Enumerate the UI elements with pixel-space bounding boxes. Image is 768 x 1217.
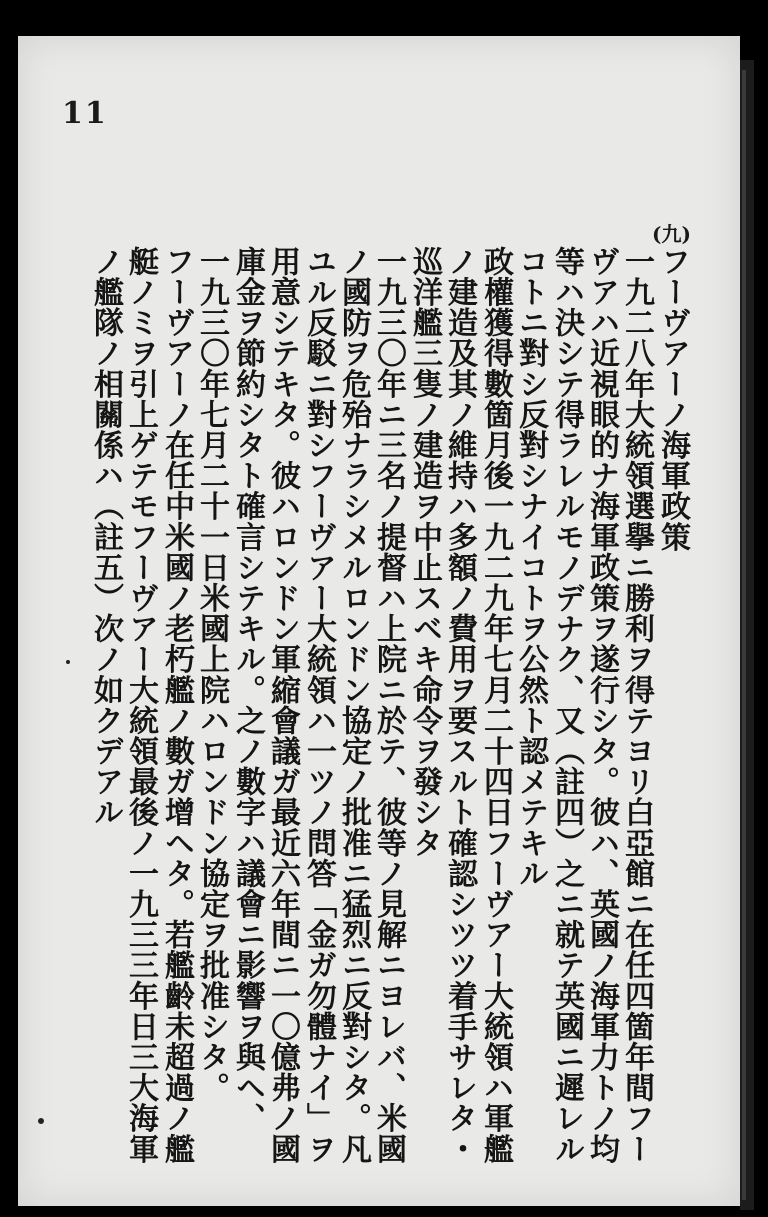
text-column-6: 政權獲得數箇月後一九二九年七月二十四日フーヴアー大統領ハ軍艦 <box>478 246 513 1164</box>
section-marker: (九) <box>652 222 691 246</box>
text-column-12: 用意シテキタ。彼ハロンドン軍縮會議ガ最近六年間ニ一〇億弗ノ國 <box>265 246 300 1164</box>
text-column-14: 一九三〇年七月二十一日米國上院ハロンドン協定ヲ批准シタ。 <box>194 246 229 1103</box>
text-column-13: 庫金ヲ節約シタト確言シテキル。之ノ數字ハ議會ニ影響ヲ與ヘ、 <box>230 246 265 1134</box>
text-column-1: フーヴアーノ海軍政策 <box>655 246 690 552</box>
speck-mark <box>38 1118 44 1124</box>
text-column-8: 巡洋艦三隻ノ建造ヲ中止スベキ命令ヲ發シタ <box>407 246 442 858</box>
text-column-11: ユル反駁ニ對シフーヴアー大統領ハ一ツノ問答「金ガ勿體ナイ」ヲ <box>301 246 336 1164</box>
text-column-15: フーヴアーノ在任中米國ノ老朽艦ノ數ガ增ヘタ。若艦齡未超過ノ艦 <box>159 246 194 1164</box>
speck-mark <box>66 660 70 664</box>
text-column-2: 一九二八年大統領選擧ニ勝利ヲ得テヨリ白亞館ニ在任四箇年間フー <box>619 246 654 1164</box>
text-column-17: ノ艦隊ノ相關係ハ（註五）次ノ如クデアル <box>88 246 123 828</box>
text-column-16: 艇ノミヲ引上ゲテモフーヴアー大統領最後ノ一九三三年日三大海軍 <box>123 246 158 1164</box>
text-column-5: コトニ對シ反對シナイコトヲ公然ト認メテキル <box>513 246 548 889</box>
page-edge-line <box>742 70 746 1200</box>
page-number: 11 <box>62 96 108 131</box>
text-column-9: 一九三〇年ニ三名ノ提督ハ上院ニ於テ、彼等ノ見解ニヨレバ、米國 <box>371 246 406 1164</box>
text-column-4: 等ハ決シテ得ラレルモノデナク、又（註四）之ニ就テ英國ニ遲レル <box>549 246 584 1164</box>
text-column-3: ヴアハ近視眼的ナ海軍政策ヲ遂行シタ。彼ハ、英國ノ海軍力トノ均 <box>584 246 619 1164</box>
text-column-10: ノ國防ヲ危殆ナラシメルロンドン協定ノ批准ニ猛烈ニ反對シタ。凡 <box>336 246 371 1164</box>
text-column-7: ノ建造及其ノ維持ハ多額ノ費用ヲ要スルト確認シツツ着手サレタ・ <box>442 246 477 1164</box>
